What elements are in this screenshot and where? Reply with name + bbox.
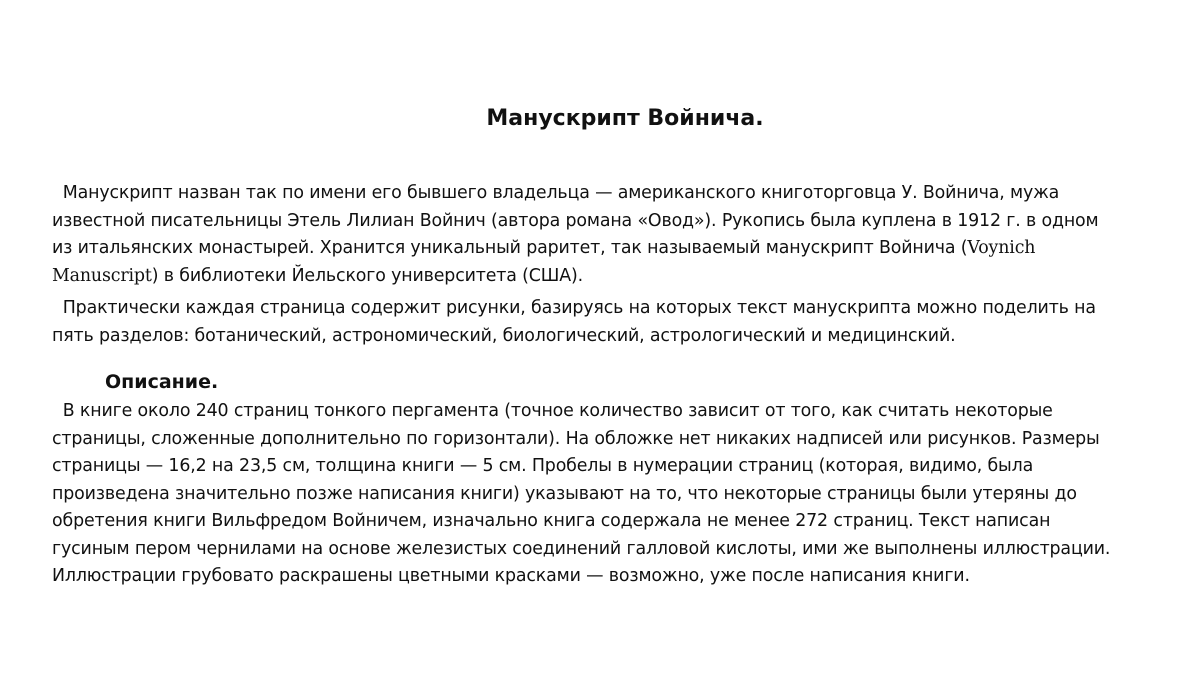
paragraph-line: Манускрипт назван так по имени его бывшего владельца — американского книготорговца У. Войнича, мужа bbox=[52, 183, 1060, 203]
paragraph-line: произведена значительно позже написания книги) указывают на то, что некоторые страницы были утеряны до bbox=[52, 483, 1077, 504]
paragraph-sections bbox=[52, 295, 1160, 350]
paragraph-line: Практически каждая страница содержит рисунки, базируясь на которых текст манускрипта можно поделить на bbox=[52, 298, 1096, 318]
paragraph-line: пять разделов: ботанический, астрономический, биологический, астрологический и медицинский. bbox=[52, 325, 956, 346]
paragraph-line bbox=[52, 263, 1160, 291]
paragraph-line: страницы, сложенные дополнительно по горизонтали). На обложке нет никаких надписей или рисунков. Размеры bbox=[52, 428, 1100, 449]
paragraph-line: известной писательницы Этель Лилиан Войнич (автора романа «Овод»). Рукопись была куплена в 1912 г. в одном bbox=[52, 210, 1099, 231]
paragraph-line: страницы — 16,2 на 23,5 см, толщина книги — 5 см. Пробелы в нумерации страниц (которая, видимо, была bbox=[52, 456, 1034, 476]
paragraph-text: из итальянских монастырей. Хранится уникальный раритет, так называемый манускрипт Войнича ( bbox=[52, 238, 968, 258]
paragraph-line: обретения книги Вильфредом Войничем, изначально книга содержала не менее 272 страниц. Текст написан bbox=[52, 511, 1051, 531]
latin-term: Manuscript bbox=[52, 265, 152, 286]
paragraph-description bbox=[52, 398, 1160, 591]
section-heading: Описание. bbox=[105, 371, 219, 393]
paragraph-intro bbox=[52, 180, 1160, 290]
document-title: Манускрипт Войнича. bbox=[486, 106, 764, 131]
latin-term: Voynich bbox=[967, 238, 1036, 258]
paragraph-line: Иллюстрации грубовато раскрашены цветными красками — возможно, уже после написания книги. bbox=[52, 566, 970, 586]
paragraph-line: В книге около 240 страниц тонкого пергамента (точное количество зависит от того, как считать некоторые bbox=[52, 401, 1053, 421]
paragraph-line: гусиным пером чернилами на основе железистых соединений галловой кислоты, ими же выполнены иллюстрации. bbox=[52, 538, 1111, 559]
paragraph-text: ) в библиотеки Йельского университета (США). bbox=[151, 265, 583, 286]
paragraph-line bbox=[52, 235, 1160, 263]
